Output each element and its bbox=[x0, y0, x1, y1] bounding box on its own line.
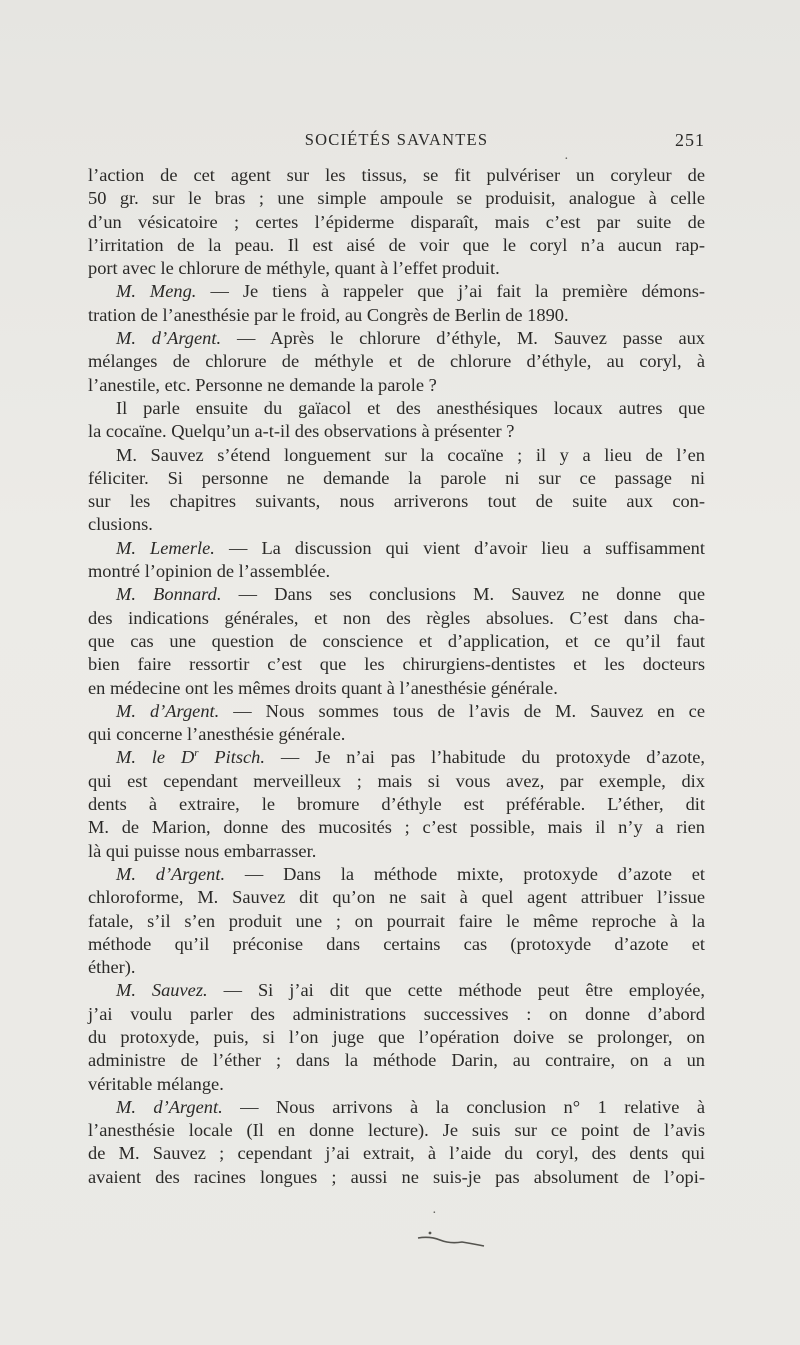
text-line bbox=[88, 840, 705, 863]
text-run: Il parle ensuite du gaïacol et des anesthésiques locaux autres que bbox=[116, 397, 705, 418]
text-line bbox=[88, 397, 705, 420]
text-run: d’un vésicatoire ; certes l’épiderme disparaît, mais c’est par suite de bbox=[88, 211, 705, 232]
text-run: méthode qu’il préconise dans certains cas (protoxyde d’azote et bbox=[88, 933, 705, 954]
text-line bbox=[88, 863, 705, 886]
speck-mark: · bbox=[564, 152, 569, 167]
text-run: — Dans la méthode mixte, protoxyde d’azote et bbox=[225, 863, 705, 884]
text-run: fatale, s’il s’en produit une ; on pourrait faire le même reproche à la bbox=[88, 910, 705, 931]
speaker-name: M. d’Argent. bbox=[116, 700, 220, 721]
speaker-name: M. Bonnard. bbox=[116, 584, 222, 605]
speaker-name: r bbox=[194, 747, 199, 760]
text-run: en médecine ont les mêmes droits quant à l’anesthésie générale. bbox=[88, 677, 558, 698]
text-run: féliciter. Si personne ne demande la parole ni sur ce passage ni bbox=[88, 467, 705, 488]
text-run: dents à extraire, le bromure d’éthyle est préférable. L’éther, dit bbox=[88, 794, 705, 815]
text-line bbox=[88, 933, 705, 956]
text-run: M. Sauvez s’étend longuement sur la cocaïne ; il y a lieu de l’en bbox=[116, 444, 705, 465]
text-run: l’anestile, etc. Personne ne demande la parole ? bbox=[88, 374, 437, 395]
page-header bbox=[88, 130, 705, 156]
text-line bbox=[88, 979, 705, 1002]
text-line bbox=[88, 234, 705, 257]
speck-mark: · bbox=[432, 1206, 437, 1221]
text-line bbox=[88, 1119, 705, 1142]
text-run: — Je n’ai pas l’habitude du protoxyde d’azote, bbox=[264, 747, 706, 768]
text-run: — Nous arrivons à la conclusion n° 1 relative à bbox=[222, 1096, 705, 1117]
text-line bbox=[88, 700, 705, 723]
text-run: éther). bbox=[88, 957, 136, 978]
text-line bbox=[88, 1166, 705, 1189]
speaker-name: M. le D bbox=[116, 747, 195, 768]
text-line bbox=[88, 1096, 705, 1119]
text-line bbox=[88, 467, 705, 490]
text-line bbox=[88, 746, 705, 769]
text-run: avaient des racines longues ; aussi ne suis-je pas absolument de l’opi- bbox=[88, 1166, 705, 1187]
text-line bbox=[88, 653, 705, 676]
text-line bbox=[88, 1073, 705, 1096]
text-run: administre de l’éther ; dans la méthode Darin, au contraire, on a un bbox=[88, 1050, 705, 1071]
text-run: 50 gr. sur le bras ; une simple ampoule se produisit, analogue à celle bbox=[88, 188, 705, 209]
text-line bbox=[88, 886, 705, 909]
text-line bbox=[88, 374, 705, 397]
text-line bbox=[88, 560, 705, 583]
speaker-name: M. d’Argent. bbox=[116, 328, 222, 349]
text-line bbox=[88, 513, 705, 536]
text-line bbox=[88, 257, 705, 280]
text-line bbox=[88, 280, 705, 303]
text-line bbox=[88, 1049, 705, 1072]
speaker-name: Pitsch. bbox=[198, 747, 265, 768]
text-line bbox=[88, 723, 705, 746]
text-run: montré l’opinion de l’assemblée. bbox=[88, 561, 331, 582]
text-run: — La discussion qui vient d’avoir lieu a suffisamment bbox=[214, 537, 705, 558]
running-head: SOCIÉTÉS SAVANTES bbox=[304, 130, 489, 149]
text-run: mélanges de chlorure de méthyle et de chlorure d’éthyle, au coryl, à bbox=[88, 351, 705, 372]
page-number: 251 bbox=[675, 130, 705, 150]
text-run: qui concerne l’anesthésie générale. bbox=[88, 724, 346, 745]
text-run: des indications générales, et non des règles absolues. C’est dans cha- bbox=[88, 607, 705, 628]
speaker-name: M. d’Argent. bbox=[116, 863, 226, 884]
text-line bbox=[88, 630, 705, 653]
text-run: clusions. bbox=[88, 514, 153, 535]
text-run: que cas une question de conscience et d’application, et ce qu’il faut bbox=[88, 630, 705, 651]
text-line bbox=[88, 444, 705, 467]
speaker-name: M. Lemerle. bbox=[116, 537, 215, 558]
text-line bbox=[88, 1026, 705, 1049]
ink-smudge bbox=[416, 1230, 486, 1250]
text-run: — Nous sommes tous de l’avis de M. Sauvez en ce bbox=[219, 700, 705, 721]
text-line bbox=[88, 211, 705, 234]
text-run: sur les chapitres suivants, nous arriverons tout de suite aux con- bbox=[88, 491, 705, 512]
text-run: M. de Marion, donne des mucosités ; c’est possible, mais il n’y a rien bbox=[88, 817, 705, 838]
text-line bbox=[88, 1142, 705, 1165]
text-run: — Dans ses conclusions M. Sauvez ne donne que bbox=[221, 584, 705, 605]
text-run: — Si j’ai dit que cette méthode peut être employée, bbox=[207, 980, 705, 1001]
text-line bbox=[88, 816, 705, 839]
text-line bbox=[88, 1003, 705, 1026]
text-line bbox=[88, 677, 705, 700]
text-line bbox=[88, 910, 705, 933]
text-run: j’ai voulu parler des administrations successives : on donne d’abord bbox=[88, 1003, 705, 1024]
text-run: l’irritation de la peau. Il est aisé de voir que le coryl n’a aucun rap- bbox=[88, 234, 705, 255]
text-line bbox=[88, 327, 705, 350]
text-run: — Je tiens à rappeler que j’ai fait la première démons- bbox=[196, 281, 705, 302]
text-run: port avec le chlorure de méthyle, quant à l’effet produit. bbox=[88, 258, 500, 279]
text-line bbox=[88, 420, 705, 443]
text-run: l’anesthésie locale (Il en donne lecture). Je suis sur ce point de l’avis bbox=[88, 1120, 705, 1141]
speaker-name: M. Sauvez. bbox=[116, 980, 208, 1001]
text-line bbox=[88, 350, 705, 373]
speaker-name: M. Meng. bbox=[116, 281, 197, 302]
text-line bbox=[88, 164, 705, 187]
text-run: bien faire ressortir c’est que les chirurgiens-dentistes et les docteurs bbox=[88, 654, 705, 675]
text-line bbox=[88, 304, 705, 327]
text-run: véritable mélange. bbox=[88, 1073, 224, 1094]
text-run: là qui puisse nous embarrasser. bbox=[88, 840, 317, 861]
text-run: la cocaïne. Quelqu’un a-t-il des observations à présenter ? bbox=[88, 421, 515, 442]
text-line bbox=[88, 770, 705, 793]
text-line bbox=[88, 187, 705, 210]
text-line bbox=[88, 793, 705, 816]
text-run: — Après le chlorure d’éthyle, M. Sauvez passe aux bbox=[221, 328, 705, 349]
text-line bbox=[88, 537, 705, 560]
text-line bbox=[88, 490, 705, 513]
text-run: qui est cependant merveilleux ; mais si vous avez, par exemple, dix bbox=[88, 770, 705, 791]
body-text bbox=[88, 164, 705, 1189]
text-run: l’action de cet agent sur les tissus, se fit pulvériser un coryleur de bbox=[88, 165, 705, 185]
text-line bbox=[88, 607, 705, 630]
text-run: de M. Sauvez ; cependant j’ai extrait, à l’aide du coryl, des dents qui bbox=[88, 1143, 705, 1164]
text-line bbox=[88, 956, 705, 979]
text-run: chloroforme, M. Sauvez dit qu’on ne sait à quel agent attribuer l’issue bbox=[88, 887, 705, 908]
speaker-name: M. d’Argent. bbox=[116, 1096, 223, 1117]
text-run: du protoxyde, puis, si l’on juge que l’opération doive se prolonger, on bbox=[88, 1026, 705, 1047]
text-run: tration de l’anesthésie par le froid, au Congrès de Berlin de 1890. bbox=[88, 304, 569, 325]
text-line bbox=[88, 583, 705, 606]
